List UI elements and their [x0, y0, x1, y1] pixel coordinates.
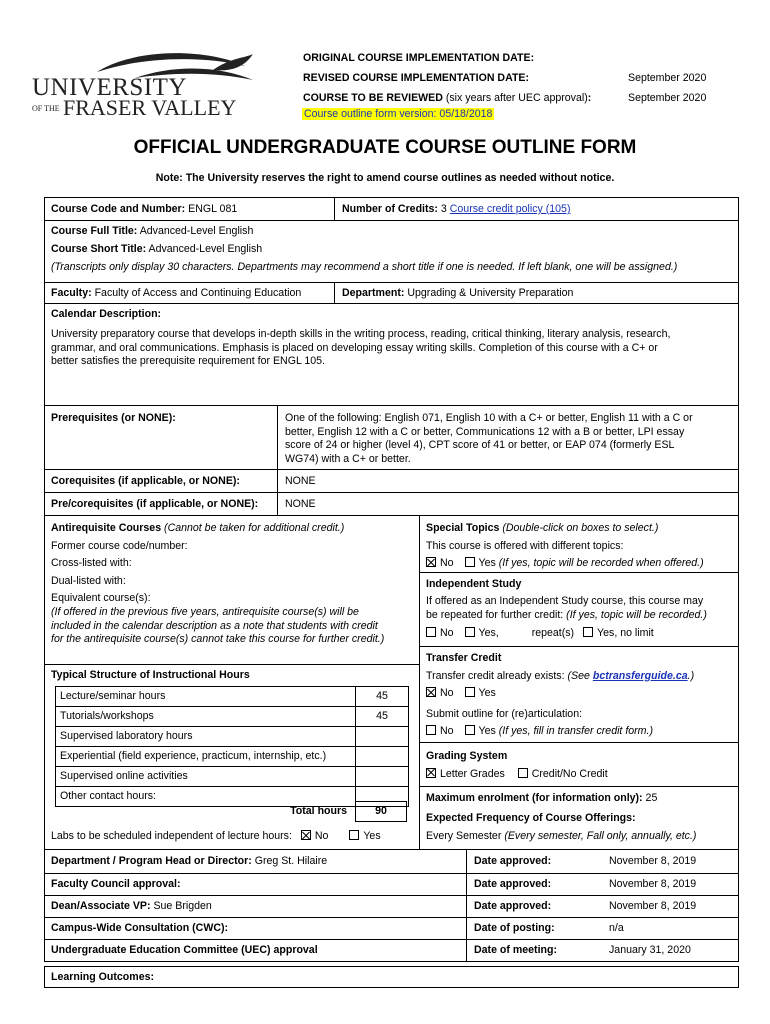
approval-row [51, 855, 327, 867]
transcript-note: (Transcripts only display 30 characters. Departments may recommend a short title if one is needed. If left blank, one will be assigned.) [51, 261, 678, 273]
labs-no-checkbox[interactable] [301, 830, 311, 840]
grading-label: Grading System [426, 750, 508, 762]
logo-of-the: OF THE [32, 104, 60, 113]
orig-impl-label: ORIGINAL COURSE IMPLEMENTATION DATE: [303, 52, 535, 64]
transfer-see-close: .) [687, 669, 695, 682]
repeats-label: repeat(s) [531, 627, 575, 639]
max-enrolment-label: Maximum enrolment (for information only): [426, 792, 643, 804]
approval-label: Faculty Council approval: [51, 878, 181, 890]
credit-no-credit-checkbox[interactable] [518, 768, 528, 778]
transfer-no-checkbox[interactable] [426, 687, 436, 697]
hours-row [56, 687, 408, 707]
approval-date-label: Date approved: [474, 878, 552, 890]
faculty-field [51, 287, 301, 299]
precoreq-value[interactable]: NONE [285, 498, 316, 510]
hours-row-value[interactable] [356, 727, 408, 746]
special-yes-label: Yes [478, 557, 496, 570]
antireq-explanation-line: included in the calendar description as a note that students with credit [51, 619, 378, 632]
logo-university: UNIVERSITY [32, 74, 187, 101]
calendar-line: University preparatory course that develops in-depth skills in the writing process, reading, critical thinking, literary analysis, research, [51, 328, 671, 340]
review-colon: : [587, 92, 592, 104]
grading-section [426, 748, 608, 783]
transfer-see-text: (See [567, 669, 590, 682]
approval-value[interactable]: Greg St. Hilaire [254, 855, 328, 867]
credit-policy-link[interactable]: Course credit policy (105) [449, 203, 571, 215]
approval-row [51, 900, 212, 912]
approval-row [51, 878, 181, 890]
independent-yes-checkbox[interactable] [465, 627, 475, 637]
rearticulation-no-checkbox[interactable] [426, 725, 436, 735]
approval-date-value[interactable]: November 8, 2019 [609, 855, 697, 867]
department-label: Department: [342, 287, 405, 299]
transfer-credit-label: Transfer Credit [426, 652, 502, 664]
short-title-value[interactable]: Advanced-Level English [148, 243, 263, 255]
max-enrolment-value[interactable]: 25 [645, 792, 658, 804]
credits-value[interactable]: 3 [440, 203, 447, 215]
rearticulation-text: Submit outline for (re)articulation: [426, 707, 583, 720]
rearticulation-yes-label: Yes [478, 725, 496, 738]
special-no-checkbox[interactable] [426, 557, 436, 567]
precoreq-label: Pre/corequisites (if applicable, or NONE): [51, 498, 259, 510]
independent-study-label: Independent Study [426, 578, 522, 590]
total-hours-label: Total hours [290, 805, 347, 817]
approval-label: Department / Program Head or Director: [51, 855, 252, 867]
hours-row-value[interactable]: 45 [376, 690, 388, 702]
approval-date-label: Date approved: [474, 900, 552, 912]
approval-date-value[interactable]: November 8, 2019 [609, 900, 697, 912]
independent-no-checkbox[interactable] [426, 627, 436, 637]
coreq-label: Corequisites (if applicable, or NONE): [51, 475, 240, 487]
labs-no-label: No [314, 830, 329, 842]
bctransferguide-link[interactable]: bctransferguide.ca [592, 669, 688, 682]
coreq-value[interactable]: NONE [285, 475, 316, 487]
frequency-label: Expected Frequency of Course Offerings: [426, 812, 636, 824]
equivalent-courses-field[interactable]: Equivalent course(s): [51, 592, 151, 605]
prereq-line: score of 24 or higher (level 4), CPT score of 41 or better, or EAP 074 (formerly ESL [285, 439, 675, 451]
hours-row-name: Lecture/seminar hours [56, 687, 356, 706]
hours-row-value[interactable] [356, 747, 408, 766]
independent-no-label: No [440, 627, 454, 639]
hours-row-value[interactable]: 45 [376, 710, 388, 722]
frequency-field [426, 830, 696, 842]
full-title-label: Course Full Title: [51, 225, 138, 237]
total-hours-value[interactable]: 90 [355, 801, 407, 822]
antireq-section [51, 520, 344, 608]
calendar-label: Calendar Description: [51, 308, 162, 320]
labs-yes-label: Yes [363, 830, 381, 842]
dual-listed-field[interactable]: Dual-listed with: [51, 574, 126, 587]
hours-row-name: Experiential (field experience, practicum, internship, etc.) [56, 747, 356, 766]
prereq-line: better, English 12 with a C or better, Communications 12 with a B or better, LPI essay [285, 425, 685, 438]
approval-date-label: Date of meeting: [474, 944, 557, 956]
hours-table [55, 686, 409, 807]
special-topics-note: (Double-click on boxes to select.) [502, 522, 659, 534]
logo-fraser-valley: FRASER VALLEY [63, 95, 237, 120]
form-version: Course outline form version: 05/18/2018 [304, 108, 493, 120]
short-title-field [51, 243, 262, 255]
full-title-field [51, 225, 253, 237]
credits-label: Number of Credits: [342, 203, 438, 215]
cross-listed-field[interactable]: Cross-listed with: [51, 557, 132, 570]
credits-field [342, 203, 570, 215]
independent-yes-label: Yes, [478, 627, 499, 639]
labs-yes-checkbox[interactable] [349, 830, 359, 840]
antireq-label: Antirequisite Courses [51, 522, 162, 534]
hours-row [56, 767, 408, 787]
special-topics-question: This course is offered with different topics: [426, 539, 624, 552]
review-line [303, 92, 591, 104]
independent-study-note: (If yes, topic will be recorded.) [566, 609, 707, 621]
course-code-field [51, 203, 237, 215]
hours-row-value[interactable] [356, 767, 408, 786]
approval-value[interactable]: Sue Brigden [153, 900, 212, 912]
approval-date-value[interactable]: January 31, 2020 [609, 944, 691, 956]
hours-row-name: Other contact hours: [56, 787, 356, 806]
page-title: OFFICIAL UNDERGRADUATE COURSE OUTLINE FORM [133, 137, 637, 158]
independent-nolimit-label: Yes, no limit [597, 627, 654, 639]
review-value: September 2020 [628, 92, 707, 104]
approval-row [51, 922, 228, 934]
learning-outcomes-label: Learning Outcomes: [51, 971, 155, 983]
transfer-yes-label: Yes [478, 687, 496, 700]
independent-nolimit-checkbox[interactable] [583, 627, 593, 637]
transfer-exists-text: Transfer credit already exists: [426, 669, 565, 682]
rearticulation-yes-checkbox[interactable] [465, 725, 475, 735]
calendar-line: better satisfies the prerequisite requirement for ENGL 105. [51, 355, 326, 367]
approval-date-value[interactable]: November 8, 2019 [609, 878, 697, 890]
prereq-line: One of the following: English 071, English 10 with a C+ or better, English 11 with a C or [285, 412, 693, 424]
course-code-value[interactable]: ENGL 081 [188, 203, 238, 215]
independent-study-text: If offered as an Independent Study course, this course may [426, 595, 704, 607]
hours-row [56, 747, 408, 767]
approval-label: Campus-Wide Consultation (CWC): [51, 922, 229, 934]
prereq-value[interactable] [285, 412, 693, 466]
prereq-label: Prerequisites (or NONE): [51, 412, 176, 424]
antireq-explanation [51, 606, 384, 647]
short-title-label: Course Short Title: [51, 243, 147, 255]
hours-row [56, 727, 408, 747]
rearticulation-no-label: No [440, 725, 454, 738]
approval-date-label: Date of posting: [474, 922, 555, 934]
rev-impl-value: September 2020 [628, 72, 707, 84]
university-logo [30, 48, 250, 120]
special-yes-checkbox[interactable] [465, 557, 475, 567]
hours-total-row [55, 801, 407, 822]
hours-row-name: Supervised online activities [56, 767, 356, 786]
letter-grades-label: Letter Grades [440, 767, 505, 780]
approval-date-label: Date approved: [474, 855, 552, 867]
approval-label: Dean/Associate VP: [51, 900, 151, 912]
max-enrolment-field [426, 792, 657, 804]
rev-impl-label: REVISED COURSE IMPLEMENTATION DATE: [303, 72, 530, 84]
antireq-explanation-line: (If offered in the previous five years, antirequisite course(s) will be [51, 606, 359, 618]
course-code-label: Course Code and Number: [51, 203, 186, 215]
letter-grades-checkbox[interactable] [426, 768, 436, 778]
faculty-label: Faculty: [51, 287, 92, 299]
hours-row-name: Tutorials/workshops [56, 707, 356, 726]
transfer-credit-section [426, 650, 694, 741]
hours-row-name: Supervised laboratory hours [56, 727, 356, 746]
faculty-value[interactable]: Faculty of Access and Continuing Education [94, 287, 302, 299]
review-label: COURSE TO BE REVIEWED [303, 92, 443, 104]
former-code-field[interactable]: Former course code/number: [51, 539, 188, 552]
special-yes-note: (If yes, topic will be recorded when offered.) [498, 557, 704, 570]
credit-no-credit-label: Credit/No Credit [531, 767, 608, 780]
full-title-value[interactable]: Advanced-Level English [139, 225, 254, 237]
frequency-value[interactable]: Every Semester [426, 830, 502, 842]
special-topics-section [426, 520, 704, 573]
calendar-line: grammar, and oral communications. Emphasis is placed on developing essay writing skills. Completion of this course with a C+ or [51, 341, 658, 354]
approval-label: Undergraduate Education Committee (UEC) approval [51, 944, 318, 956]
hours-label: Typical Structure of Instructional Hours [51, 669, 250, 681]
antireq-explanation-line: for the antirequisite course(s) cannot take this course for further credit.) [51, 633, 385, 645]
special-topics-label: Special Topics [426, 522, 500, 534]
prereq-line: WG74) with a C+ or better. [285, 452, 411, 465]
special-no-label: No [440, 557, 454, 570]
frequency-note: (Every semester, Fall only, annually, etc.) [504, 830, 697, 842]
transfer-yes-checkbox[interactable] [465, 687, 475, 697]
department-field [342, 287, 573, 299]
department-value[interactable]: Upgrading & University Preparation [407, 287, 574, 299]
labs-label: Labs to be scheduled independent of lecture hours: [51, 830, 292, 842]
review-note: (six years after UEC approval) [445, 92, 588, 104]
rearticulation-yes-note: (If yes, fill in transfer credit form.) [498, 725, 653, 738]
independent-study-text: be repeated for further credit: [426, 609, 564, 621]
approval-row [51, 944, 318, 956]
antireq-note: (Cannot be taken for additional credit.) [164, 522, 345, 534]
approval-date-value[interactable]: n/a [609, 922, 624, 934]
labs-field [51, 830, 381, 842]
calendar-description[interactable] [51, 328, 670, 369]
hours-row [56, 707, 408, 727]
transfer-no-label: No [440, 687, 454, 700]
independent-study-section [426, 576, 707, 641]
amend-note: Note: The University reserves the right to amend course outlines as needed without notice. [155, 172, 615, 184]
